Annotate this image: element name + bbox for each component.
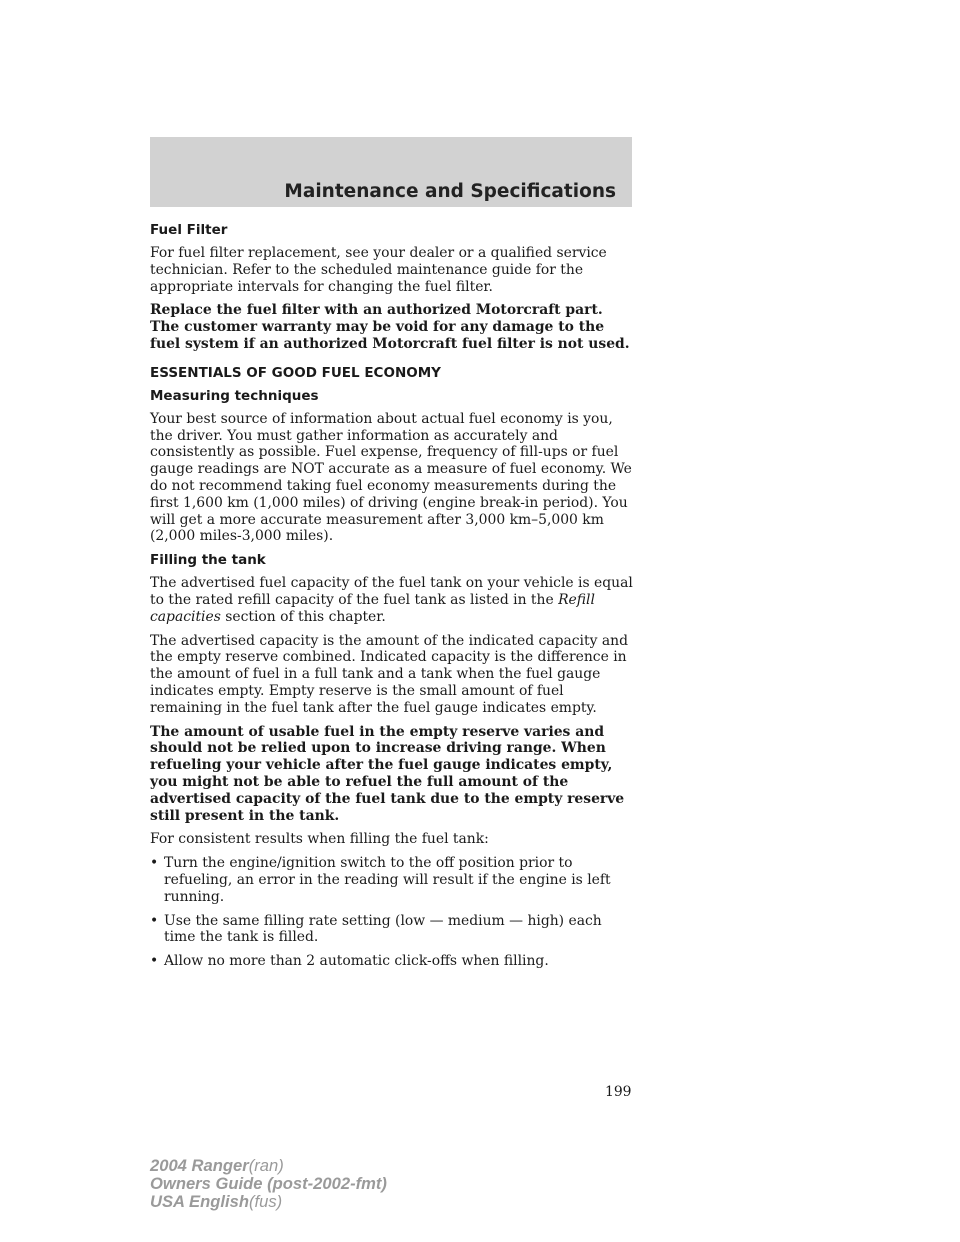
- footer-line-1: [150, 1157, 387, 1175]
- filling-paragraph-1: [150, 575, 635, 625]
- filling-bullet-list: [150, 855, 635, 970]
- fuel-filter-warning: Replace the fuel filter with an authorized Motorcraft part. The customer warranty may be void for any damage to the fuel system if an authorized Motorcraft fuel filter is not used.: [150, 302, 630, 352]
- bullet-text: Allow no more than 2 automatic click-offs when filling.: [164, 953, 549, 970]
- filling-warning: The amount of usable fuel in the empty reserve varies and should not be relied upon to increase driving range. When refueling your vehicle after the fuel gauge indicates empty, you might not be able to refuel the full amount of the advertised capacity of the fuel tank due to the empty reserve still present in the tank.: [150, 723, 625, 824]
- heading-filling: Filling the tank: [150, 552, 266, 569]
- heading-essentials: ESSENTIALS OF GOOD FUEL ECONOMY: [150, 364, 441, 381]
- bullet-icon: •: [150, 912, 159, 929]
- document-footer: [150, 1157, 387, 1211]
- bullet-icon: •: [150, 953, 159, 970]
- section-title: Maintenance and Specifications: [284, 181, 616, 202]
- footer-model: 2004 Ranger: [150, 1156, 249, 1175]
- list-item: [150, 855, 635, 905]
- refill-capacities-reference: Refill capacities: [150, 591, 595, 625]
- bullet-text: Turn the engine/ignition switch to the off position prior to refueling, an error in the reading will result if the engine is left running.: [164, 855, 611, 905]
- bullet-icon: •: [150, 855, 159, 872]
- page-content: [150, 222, 635, 977]
- footer-line-3: [150, 1193, 387, 1211]
- footer-line-2: Owners Guide (post-2002-fmt): [150, 1174, 387, 1193]
- section-header-band: [150, 137, 632, 207]
- filling-text-before: The advertised fuel capacity of the fuel tank on your vehicle is equal to the rated refill capacity of the fuel tank as listed in the: [150, 575, 633, 608]
- filling-paragraph-2: The advertised capacity is the amount of the indicated capacity and the empty reserve combined. Indicated capacity is the difference in the amount of fuel in a full tank and a tank when the fuel gauge indicates empty. Empty reserve is the small amount of fuel remaining in the fuel tank after the fuel gauge indicates empty.: [150, 632, 628, 716]
- list-item: [150, 913, 635, 947]
- fuel-filter-paragraph: For fuel filter replacement, see your dealer or a qualified service technician. Refer to the scheduled maintenance guide for the appropriate intervals for changing the fuel filter.: [150, 245, 607, 295]
- filling-text-after: section of this chapter.: [220, 608, 386, 625]
- heading-fuel-filter: Fuel Filter: [150, 222, 228, 238]
- list-item: [150, 953, 635, 970]
- bullet-text: Use the same filling rate setting (low — medium — high) each time the tank is filled.: [164, 912, 602, 946]
- footer-language: USA English: [150, 1192, 249, 1211]
- footer-language-code: (fus): [248, 1192, 283, 1211]
- measuring-paragraph: Your best source of information about actual fuel economy is you, the driver. You must gather information as accurately and consistently as possible. Fuel expense, frequency of fill-ups or fuel gauge readings are NOT accurate as a measure of fuel economy. We do not recommend taking fuel economy measurements during the first 1,600 km (1,000 miles) of driving (engine break-in period). You will get a more accurate measurement after 3,000 km–5,000 km (2,000 miles-3,000 miles).: [150, 410, 632, 545]
- filling-intro: For consistent results when filling the fuel tank:: [150, 831, 489, 848]
- page-number: 199: [605, 1084, 632, 1100]
- heading-measuring: Measuring techniques: [150, 387, 319, 404]
- footer-model-code: (ran): [248, 1156, 284, 1175]
